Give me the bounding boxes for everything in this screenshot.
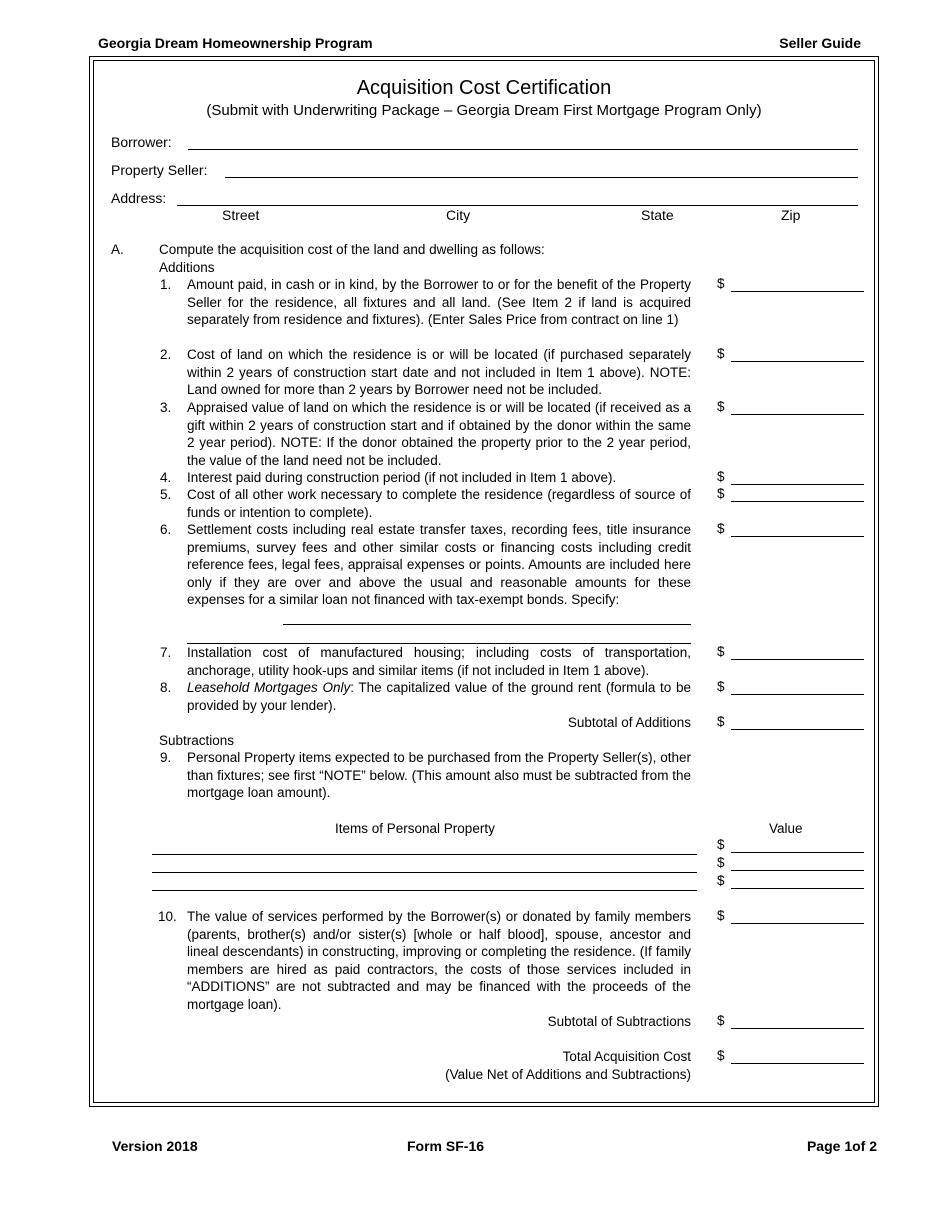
- item-7-amount[interactable]: [731, 659, 864, 660]
- form-number: Form SF-16: [407, 1138, 485, 1154]
- section-a-letter: A.: [111, 242, 124, 257]
- specify-label: Specify:: [571, 592, 620, 607]
- item-number: 3.: [160, 400, 172, 415]
- item-6-text: [187, 521, 691, 609]
- leasehold-label: Leasehold Mortgages Only: [187, 680, 351, 695]
- item-number: 10.: [158, 909, 177, 924]
- dollar-sign: $: [717, 873, 725, 888]
- total-acquisition-cost-label: Total Acquisition Cost: [562, 1049, 691, 1064]
- dollar-sign: $: [717, 644, 725, 659]
- item-5-amount[interactable]: [731, 501, 864, 502]
- borrower-field[interactable]: [188, 149, 858, 150]
- dollar-sign: $: [717, 1048, 725, 1063]
- subtotal-additions-amount[interactable]: [731, 729, 864, 730]
- item-7-text: Installation cost of manufactured housing; including costs of transportation, anchorage, utility hook-ups and similar items (if not included in Item 1 above).: [187, 645, 691, 678]
- item-2-amount[interactable]: [731, 361, 864, 362]
- item-number: 4.: [160, 470, 172, 485]
- specify-line-1[interactable]: [283, 624, 691, 625]
- subtotal-additions-label: Subtotal of Additions: [567, 715, 691, 730]
- program-name: Georgia Dream Homeownership Program: [98, 35, 373, 51]
- dollar-sign: $: [717, 346, 725, 361]
- personal-property-value-2[interactable]: [731, 870, 864, 871]
- dollar-sign: $: [717, 837, 725, 852]
- additions-heading: Additions: [159, 260, 215, 275]
- item-1-text: Amount paid, in cash or in kind, by the Borrower to or for the benefit of the Property Seller for the residence, all fixtures and all land. (See Item 2 if land is acquired separately from residence and fixtures). (Enter Sales Price from contract on line 1): [187, 277, 691, 327]
- personal-property-value-1[interactable]: [731, 852, 864, 853]
- dollar-sign: $: [717, 679, 725, 694]
- property-seller-field[interactable]: [225, 177, 858, 178]
- personal-property-line-2[interactable]: [152, 872, 697, 873]
- item-number: 1.: [160, 277, 172, 292]
- item-2-text: Cost of land on which the residence is or will be located (if purchased separately within 2 years of construction start date and not included in Item 1 above). NOTE: Land owned for more than 2 years by Borrower need not be included.: [187, 347, 691, 397]
- address-state-label: State: [641, 207, 674, 223]
- value-header: Value: [769, 821, 803, 836]
- dollar-sign: $: [717, 521, 725, 536]
- dollar-sign: $: [717, 1013, 725, 1028]
- form-subtitle: (Submit with Underwriting Package – Georgia Dream First Mortgage Program Only): [206, 102, 762, 119]
- subtractions-heading: Subtractions: [159, 733, 235, 748]
- item-10-amount[interactable]: [731, 923, 864, 924]
- address-street-label: Street: [222, 207, 260, 223]
- dollar-sign: $: [717, 469, 725, 484]
- address-city-label: City: [446, 207, 471, 223]
- item-6-body: Settlement costs including real estate transfer taxes, recording fees, title insurance premiums, survey fees and other similar costs or financing costs including credit reference fees, legal fees, appraisal expenses or points. Amounts are included here only if they are over and above the usual and reasonable amounts for these expenses for a similar loan not financed with tax-exempt bonds.: [187, 522, 691, 607]
- item-number: 8.: [160, 680, 172, 695]
- item-number: 6.: [160, 522, 172, 537]
- personal-property-header: Items of Personal Property: [335, 821, 495, 836]
- item-number: 5.: [160, 487, 172, 502]
- item-4-text: Interest paid during construction period (if not included in Item 1 above).: [187, 470, 617, 485]
- item-4-amount[interactable]: [731, 484, 864, 485]
- total-note: (Value Net of Additions and Subtractions): [445, 1067, 691, 1082]
- item-number: 2.: [160, 347, 172, 362]
- seller-guide-label: Seller Guide: [779, 35, 861, 51]
- dollar-sign: $: [717, 714, 725, 729]
- item-number: 7.: [160, 645, 172, 660]
- subtotal-subtractions-amount[interactable]: [731, 1028, 864, 1029]
- borrower-label: Borrower:: [111, 134, 172, 150]
- item-6-amount[interactable]: [731, 536, 864, 537]
- personal-property-value-3[interactable]: [731, 888, 864, 889]
- item-9-text: Personal Property items expected to be purchased from the Property Seller(s), other than fixtures; see first “NOTE” below. (This amount also must be subtracted from the mortgage loan amount).: [187, 750, 691, 800]
- dollar-sign: $: [717, 399, 725, 414]
- personal-property-line-1[interactable]: [152, 854, 697, 855]
- item-8-text: [187, 679, 691, 714]
- item-8-body: : The capitalized value of the ground rent (formula to be provided by your lender).: [187, 680, 691, 713]
- dollar-sign: $: [717, 855, 725, 870]
- item-5-text: Cost of all other work necessary to complete the residence (regardless of source of funds or intention to complete).: [187, 487, 691, 520]
- page-number: Page 1of 2: [806, 1138, 877, 1154]
- section-a-instruction: Compute the acquisition cost of the land and dwelling as follows:: [159, 242, 545, 257]
- dollar-sign: $: [717, 276, 725, 291]
- item-1-amount[interactable]: [731, 291, 864, 292]
- personal-property-line-3[interactable]: [152, 890, 697, 891]
- item-10-text: The value of services performed by the Borrower(s) or donated by family members (parents, brother(s) and/or sister(s) [whole or half blood], spouse, ancestor and lineal descendants) in constructing, improving or completing the residence. (If family members are hired as paid contractors, the costs of those services included in “ADDITIONS” are not subtracted and may be financed with the proceeds of the mortgage loan).: [187, 909, 691, 1012]
- item-8-amount[interactable]: [731, 694, 864, 695]
- form-title: Acquisition Cost Certification: [356, 77, 612, 99]
- address-zip-label: Zip: [781, 207, 801, 223]
- total-acquisition-cost-amount[interactable]: [731, 1063, 864, 1064]
- item-number: 9.: [160, 750, 172, 765]
- dollar-sign: $: [717, 908, 725, 923]
- property-seller-label: Property Seller:: [111, 162, 208, 178]
- address-field[interactable]: [177, 205, 858, 206]
- version-label: Version 2018: [112, 1138, 198, 1154]
- dollar-sign: $: [717, 486, 725, 501]
- item-3-amount[interactable]: [731, 414, 864, 415]
- address-label: Address:: [111, 190, 167, 206]
- item-3-text: Appraised value of land on which the residence is or will be located (if received as a gift within 2 years of construction start and if obtained by the donor within the same 2 year period). NOTE: If the donor obtained the property prior to the 2 year period, the value of the land need not be included.: [187, 400, 691, 468]
- subtotal-subtractions-label: Subtotal of Subtractions: [547, 1014, 691, 1029]
